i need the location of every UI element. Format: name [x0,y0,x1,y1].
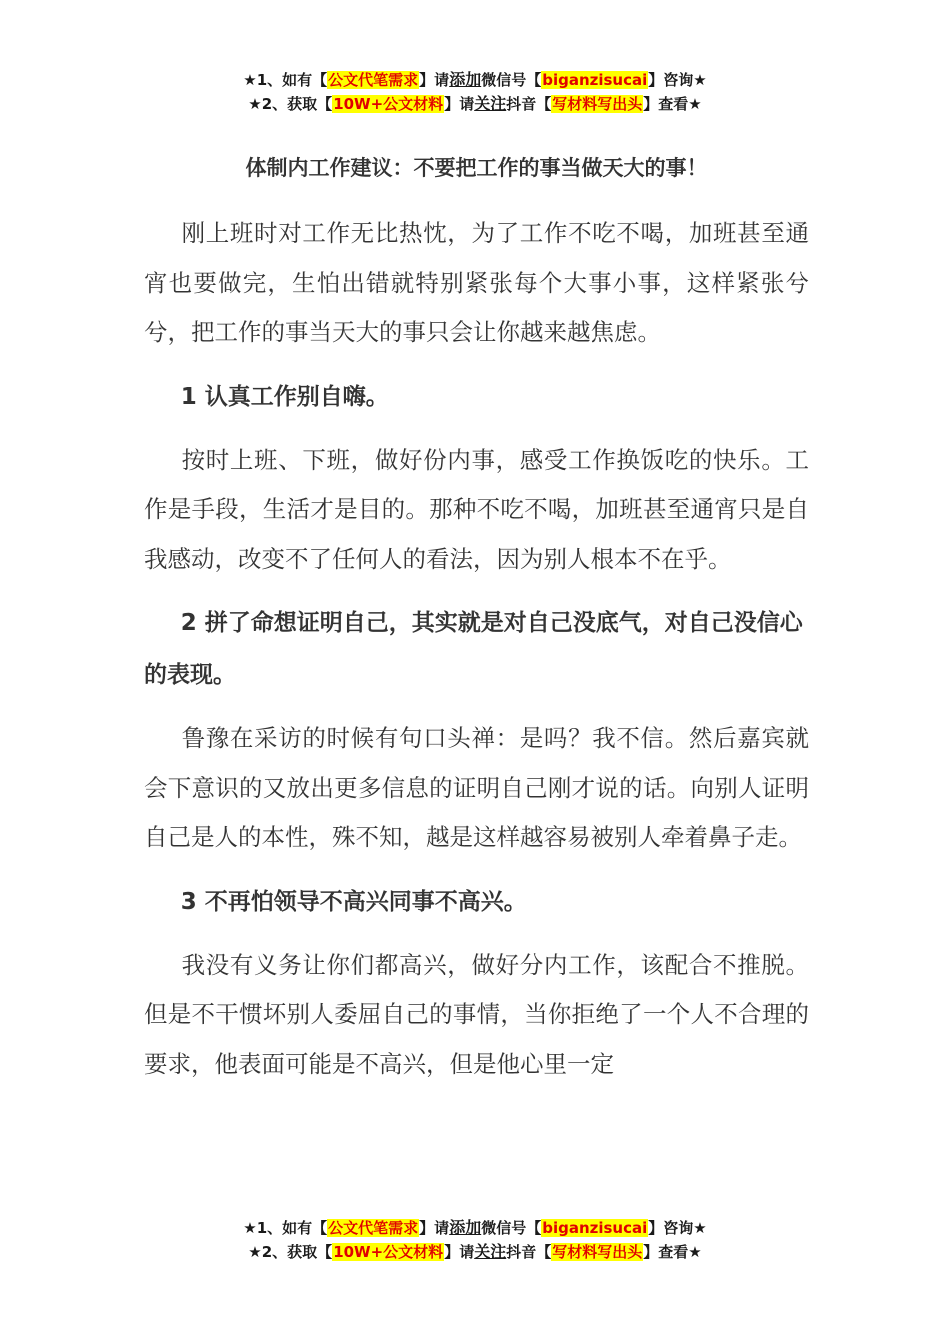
banner-text: 】查看★ [643,1243,702,1261]
paragraph-section-2: 鲁豫在采访的时候有句口头禅：是吗？我不信。然后嘉宾就会下意识的又放出更多信息的证明自己刚才说的话。向别人证明自己是人的本性，殊不知，越是这样越容易被别人牵着鼻子走。 [144,724,809,851]
banner-text: 】请 [419,1219,450,1237]
banner-text: 微信号【 [481,1219,542,1237]
banner-line-1 [0,1216,950,1240]
highlight-douyin-account: 写材料写出头 [552,95,643,113]
paragraph-section-1: 按时上班、下班，做好份内事，感受工作换饭吃的快乐。工作是手段，生活才是目的。那种不吃不喝，加班甚至通宵只是自我感动，改变不了任何人的看法，因为别人根本不在乎。 [144,445,809,573]
section-heading-1: 1 认真工作别自嗨。 [180,383,389,410]
highlight-wechat-id: biganzisucai [542,1219,648,1237]
banner-text: ★1、如有【 [243,1219,328,1237]
highlight-materials: 10W+公文材料 [333,95,444,113]
document-title: 体制内工作建议：不要把工作的事当做天大的事！ [245,156,708,180]
banner-emphasis: 关注 [474,1242,507,1261]
banner-text: 】请 [419,71,450,89]
banner-text: 抖音【 [506,1243,552,1261]
banner-text: 】咨询★ [648,1219,707,1237]
banner-text: 微信号【 [481,71,542,89]
banner-text: 】请 [444,95,475,113]
highlight-wechat-id: biganzisucai [542,71,648,89]
document-body [144,148,809,1102]
section-heading-3: 3 不再怕领导不高兴同事不高兴。 [180,888,527,915]
highlight-writing-service: 公文代笔需求 [328,71,419,89]
banner-emphasis: 添加 [449,70,482,89]
highlight-douyin-account: 写材料写出头 [552,1243,643,1261]
paragraph-intro: 刚上班时对工作无比热忱，为了工作不吃不喝，加班甚至通宵也要做完，生怕出错就特别紧张每个大事小事，这样紧张兮兮，把工作的事当天大的事只会让你越来越焦虑。 [144,219,809,346]
banner-text: 】咨询★ [648,71,707,89]
paragraph-section-3: 我没有义务让你们都高兴，做好分内工作，该配合不推脱。但是不干惯坏别人委屈自己的事情，当你拒绝了一个人不合理的要求，他表面可能是不高兴，但是他心里一定 [144,950,809,1078]
highlight-writing-service: 公文代笔需求 [328,1219,419,1237]
banner-text: 】查看★ [643,95,702,113]
section-heading-2: 2 拼了命想证明自己，其实就是对自己没底气，对自己没信心的表现。 [144,610,803,688]
banner-text: ★2、获取【 [248,95,333,113]
header-banner [0,68,950,116]
banner-line-2 [0,92,950,116]
footer-banner [0,1216,950,1264]
banner-text: 】请 [444,1243,475,1261]
banner-line-2 [0,1240,950,1264]
banner-emphasis: 添加 [449,1218,482,1237]
highlight-materials: 10W+公文材料 [333,1243,444,1261]
banner-text: 抖音【 [506,95,552,113]
banner-text: ★2、获取【 [248,1243,333,1261]
banner-text: ★1、如有【 [243,71,328,89]
banner-emphasis: 关注 [474,94,507,113]
banner-line-1 [0,68,950,92]
